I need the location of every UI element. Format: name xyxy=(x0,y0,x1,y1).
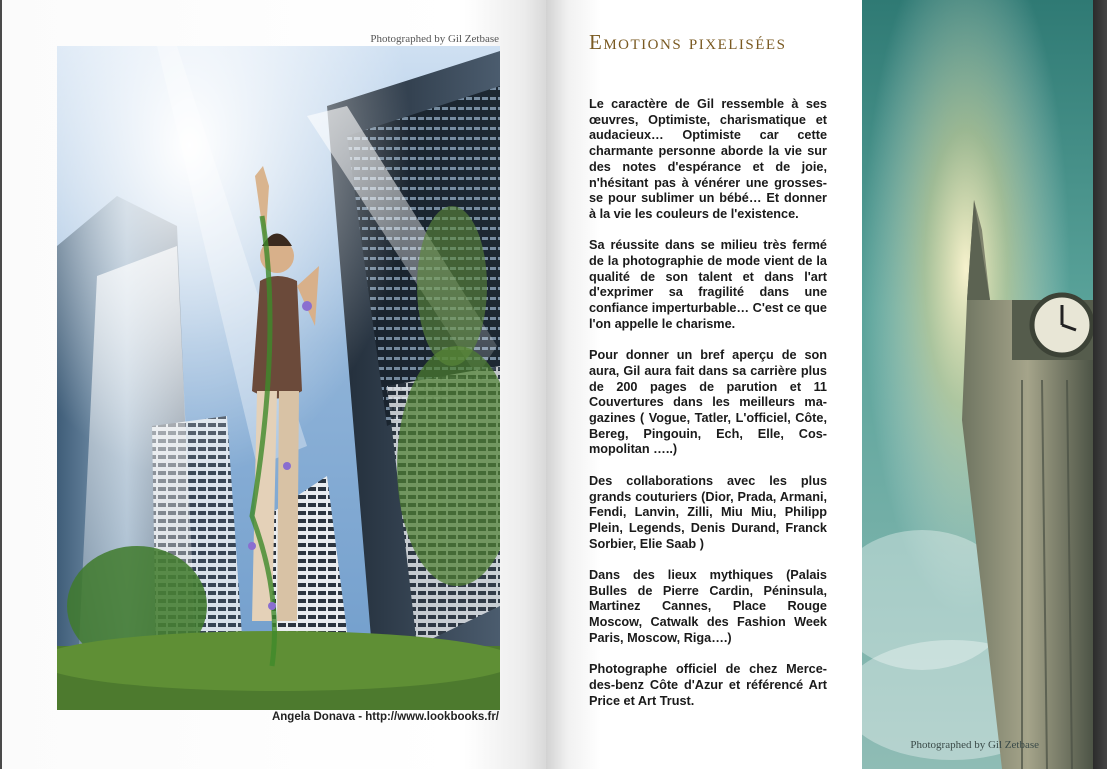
left-page xyxy=(2,0,546,769)
article-paragraph: Sa réussite dans se milieu très fermé de la photographie de mode vient de la qualité de son talent et dans l'art d'exprimer sa fragilité dans une confiance imperturbable… C'est ce que l'on appelle le charisme. xyxy=(589,238,827,331)
clock-tower-illustration xyxy=(862,0,1093,769)
right-page xyxy=(546,0,1093,769)
photo-credit: Photographed by Gil Zetbase xyxy=(370,33,499,45)
panel-photo-credit: Photographed by Gil Zetbase xyxy=(910,739,1039,751)
fashion-photo xyxy=(57,46,500,710)
article-paragraph: Pour donner un bref aperçu de son aura, Gil aura fait dans sa carrière plus de 200 pages de parution et 11 Couvertures dans les meilleurs ma-gazines ( Vogue, Tatler, L'officiel, Côte, Bereg, Pingouin, Ech, Elle, Cos-mopolitan …..) xyxy=(589,348,827,457)
photo-caption: Angela Donava - http://www.lookbooks.fr/ xyxy=(271,711,499,723)
skyscraper-photo-illustration xyxy=(57,46,500,710)
article-paragraph: Des collaborations avec les plus grands couturiers (Dior, Prada, Armani, Fendi, Lanvin, Zilli, Miu Miu, Philipp Plein, Legends, Denis Durand, Franck Sorbier, Elie Saab ) xyxy=(589,473,827,551)
article-paragraph: Le caractère de Gil ressemble à ses œuvres, Optimiste, charismatique et audacieux… Optimiste car cette charmante personne aborde la vie sur des notes d'espérance et de joie, n'hésitant pas à vénérer une grosses-se pour sublimer un bébé… Et donner à la vie les couleurs de l'existence. xyxy=(589,97,827,221)
article-title: Emotions pixelisées xyxy=(589,30,787,54)
article-body xyxy=(589,97,827,725)
article-paragraph: Dans des lieux mythiques (Palais Bulles de Pierre Cardin, Péninsula, Martinez Cannes, Place Rouge Moscow, Catwalk des Fashion Week Paris, Moscow, Riga….) xyxy=(589,568,827,645)
page-edge-right xyxy=(1093,0,1107,769)
big-ben-photo xyxy=(862,0,1093,769)
article-paragraph: Photographe officiel de chez Merce-des-benz Côte d'Azur et référencé Art Price et Art Trust. xyxy=(589,662,827,708)
